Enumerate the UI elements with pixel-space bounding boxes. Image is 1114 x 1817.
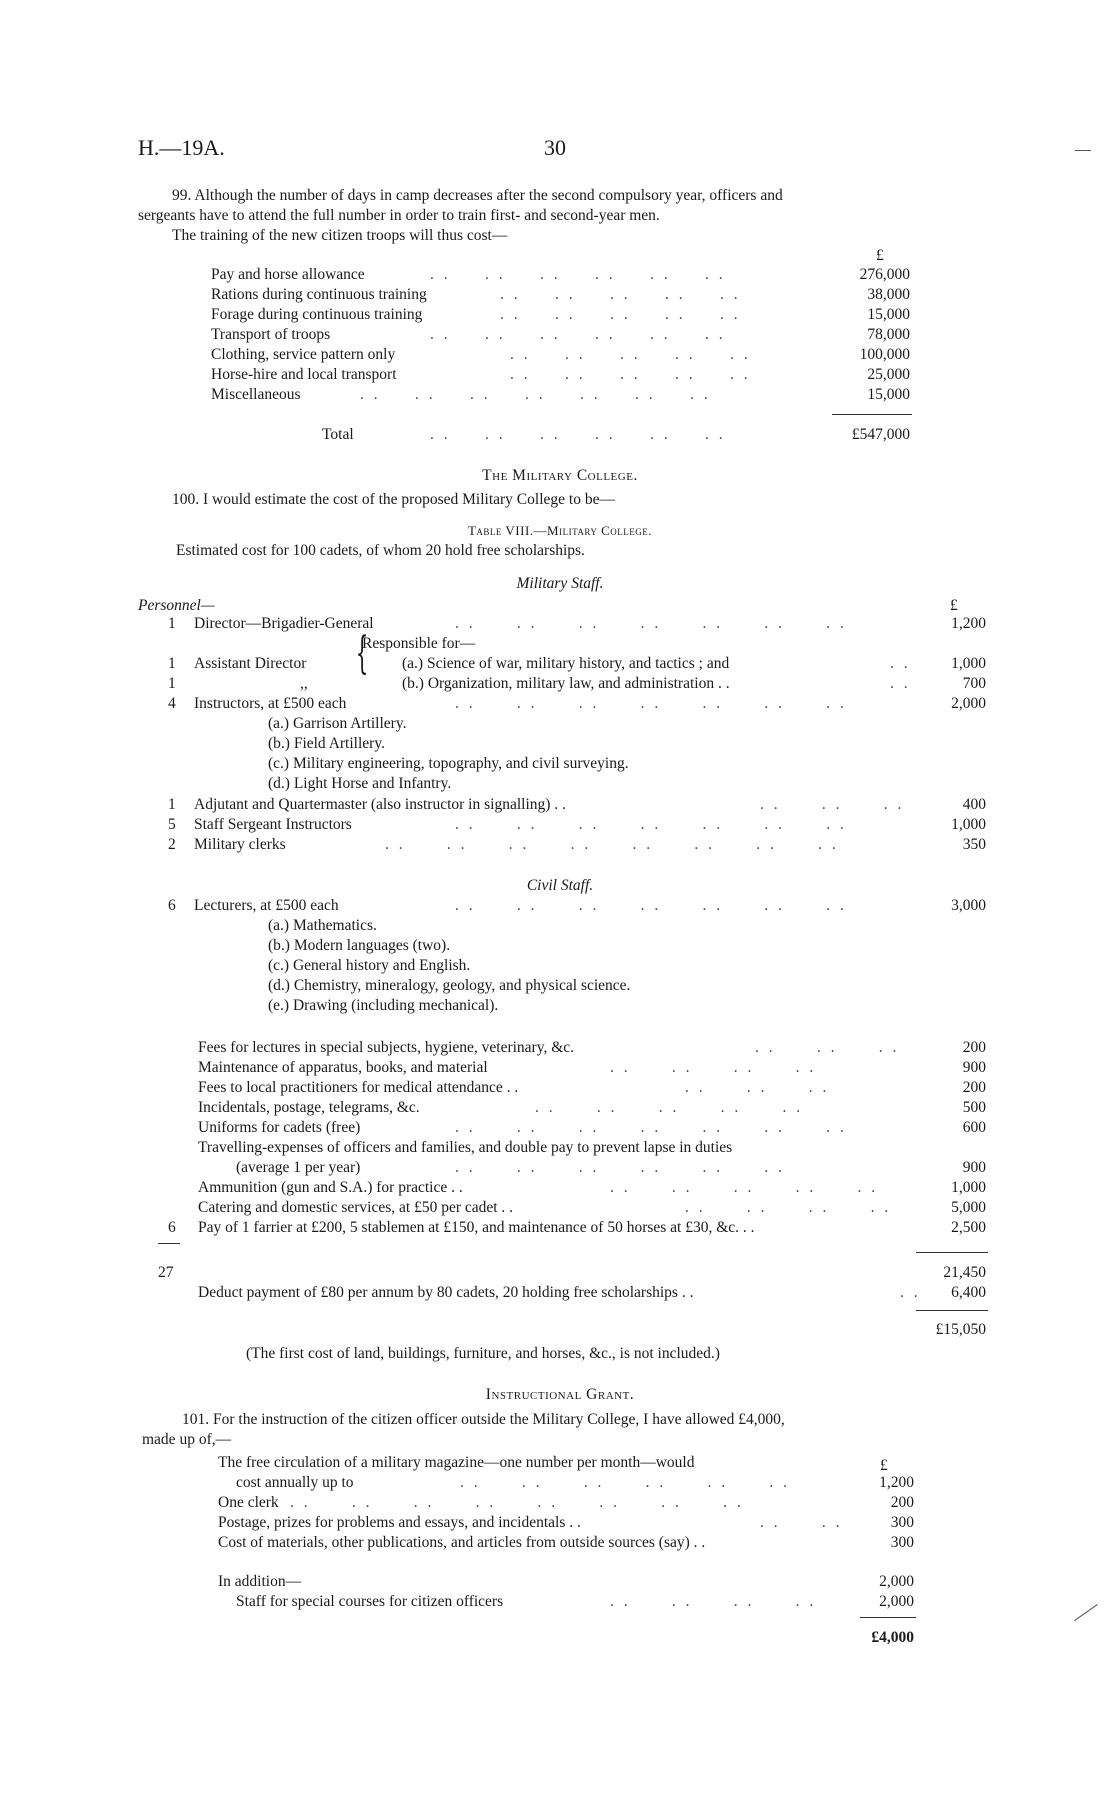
director-label: Director—Brigadier-General bbox=[194, 615, 374, 632]
dot-leader: . . . . . . . . . . bbox=[610, 1179, 879, 1196]
instructors-value: 2,000 bbox=[951, 695, 986, 712]
adjutant-count: 1 bbox=[168, 796, 176, 813]
farrier-value: 2,500 bbox=[951, 1219, 986, 1236]
count-rule bbox=[158, 1243, 180, 1244]
scan-mark bbox=[1074, 1604, 1098, 1621]
sergeants-label: Staff Sergeant Instructors bbox=[194, 816, 352, 833]
college-note: (The first cost of land, buildings, furniture, and horses, &c., is not included.) bbox=[246, 1345, 720, 1362]
expense-value: 200 bbox=[962, 1039, 986, 1056]
dot-leader: . . . . . . . . . . . . . . . . bbox=[385, 836, 839, 853]
asst2-value: 700 bbox=[962, 675, 986, 692]
in-addition-value: 2,000 bbox=[879, 1573, 914, 1590]
brace-left: { bbox=[355, 628, 369, 679]
grant-item-label: One clerk bbox=[218, 1494, 279, 1511]
cost-item-label: Transport of troops bbox=[211, 326, 331, 343]
instructor-subject: (a.) Garrison Artillery. bbox=[268, 715, 407, 732]
instructor-subject: (d.) Light Horse and Infantry. bbox=[268, 775, 452, 792]
grant-total-value: £4,000 bbox=[871, 1629, 914, 1646]
dot-leader: . . . . . . . . . . . . . . bbox=[455, 1119, 847, 1136]
expense-label: Maintenance of apparatus, books, and material bbox=[198, 1059, 488, 1076]
cost-item-label: Rations during continuous training bbox=[211, 286, 427, 303]
grant-item-value: 300 bbox=[890, 1514, 914, 1531]
dot-leader: . . . . . . bbox=[760, 796, 905, 813]
expense-label: Fees for lectures in special subjects, hygiene, veterinary, &c. bbox=[198, 1039, 575, 1056]
responsible-for: Responsible for— bbox=[362, 635, 476, 652]
director-value: 1,200 bbox=[951, 615, 986, 632]
cost-item-label: Pay and horse allowance bbox=[211, 266, 365, 283]
magazine-line-2: cost annually up to bbox=[236, 1474, 354, 1491]
training-cost-currency: £ bbox=[876, 247, 884, 264]
total-rule bbox=[832, 414, 912, 415]
cost-item-label: Forage during continuous training bbox=[211, 306, 423, 323]
cost-item-value: 100,000 bbox=[859, 346, 910, 363]
asst2-label: ,, bbox=[300, 675, 308, 692]
dot-leader: . . . . . . . . . . . . bbox=[455, 1159, 785, 1176]
adjutant-label: Adjutant and Quartermaster (also instructor in signalling) . . bbox=[194, 796, 566, 813]
estimate-line: Estimated cost for 100 cadets, of whom 20 hold free scholarships. bbox=[176, 542, 585, 559]
dot-leader: . . . . . . . . . . . . . . bbox=[360, 386, 711, 403]
director-count: 1 bbox=[168, 615, 176, 632]
dot-leader: . . . . . . . . . . . . . . bbox=[455, 897, 847, 914]
dot-leader: . . . . . . . . . . . . bbox=[460, 1474, 790, 1491]
military-staff-heading: Military Staff. bbox=[516, 575, 604, 592]
dot-leader: . . . . . . . . . . . . . . . . bbox=[290, 1494, 744, 1511]
page-number: 30 bbox=[544, 135, 566, 160]
dot-leader: . . . . . . . . bbox=[610, 1593, 817, 1610]
para-101-line-2: made up of,— bbox=[142, 1431, 232, 1448]
lecturer-subject: (e.) Drawing (including mechanical). bbox=[268, 997, 499, 1014]
travelling-value: 900 bbox=[962, 1159, 986, 1176]
para-99-line-2: sergeants have to attend the full number in order to train first- and second-year men. bbox=[138, 207, 660, 224]
dot-leader: . . . . . . bbox=[755, 1039, 900, 1056]
training-total-label: Total bbox=[322, 426, 354, 443]
civil-staff-heading: Civil Staff. bbox=[526, 877, 594, 894]
staff-courses-label: Staff for special courses for citizen officers bbox=[236, 1593, 504, 1610]
cost-item-value: 276,000 bbox=[859, 266, 910, 283]
sergeants-value: 1,000 bbox=[951, 816, 986, 833]
net-total-rule bbox=[916, 1310, 988, 1311]
instructors-count: 4 bbox=[168, 695, 176, 712]
personnel-total: 27 bbox=[158, 1264, 174, 1281]
grant-item-value: 200 bbox=[890, 1494, 914, 1511]
catering-value: 5,000 bbox=[951, 1199, 986, 1216]
dot-leader: . . bbox=[890, 675, 911, 692]
para-99-line-1: 99. Although the number of days in camp decreases after the second compulsory year, officers and bbox=[172, 187, 783, 204]
lecturers-label: Lecturers, at £500 each bbox=[194, 897, 339, 914]
dot-leader: . . . . . . . . . . bbox=[500, 286, 741, 303]
expense-value: 500 bbox=[962, 1099, 986, 1116]
lecturer-subject: (d.) Chemistry, mineralogy, geology, and physical science. bbox=[268, 977, 631, 994]
instructor-subject: (b.) Field Artillery. bbox=[268, 735, 385, 752]
instructor-subject: (c.) Military engineering, topography, and civil surveying. bbox=[268, 755, 629, 772]
deduct-value: 6,400 bbox=[951, 1284, 986, 1301]
expense-value: 200 bbox=[962, 1079, 986, 1096]
asst2-count: 1 bbox=[168, 675, 176, 692]
lecturer-subject: (a.) Mathematics. bbox=[268, 917, 377, 934]
dot-leader: . . . . . . . . . . . . . . bbox=[455, 615, 847, 632]
cost-item-value: 78,000 bbox=[867, 326, 910, 343]
sergeants-count: 5 bbox=[168, 816, 176, 833]
dot-leader: . . . . . . . . . . bbox=[535, 1099, 804, 1116]
ammunition-label: Ammunition (gun and S.A.) for practice . . bbox=[198, 1179, 463, 1196]
dot-leader: . . bbox=[900, 1284, 921, 1301]
cost-item-value: 25,000 bbox=[867, 366, 910, 383]
grant-total-rule bbox=[860, 1617, 916, 1618]
instructional-grant-heading: Instructional Grant. bbox=[485, 1386, 635, 1403]
ammunition-value: 1,000 bbox=[951, 1179, 986, 1196]
magazine-line-1: The free circulation of a military magazine—one number per month—would bbox=[218, 1454, 695, 1471]
dot-leader: . . . . . . . . . . bbox=[510, 346, 751, 363]
dot-leader: . . . . . . . . . . . . . . bbox=[455, 816, 847, 833]
expense-label: Fees to local practitioners for medical attendance . . bbox=[198, 1079, 519, 1096]
asst1-count: 1 bbox=[168, 655, 176, 672]
in-addition-label: In addition— bbox=[218, 1573, 302, 1590]
military-college-heading: The Military College. bbox=[482, 467, 638, 484]
college-currency: £ bbox=[950, 597, 958, 614]
cost-item-value: 15,000 bbox=[867, 386, 910, 403]
para-101-line-1: 101. For the instruction of the citizen officer outside the Military College, I have allowed £4,000, bbox=[182, 1411, 785, 1428]
asst1-duty: (a.) Science of war, military history, and tactics ; and bbox=[402, 655, 730, 672]
cost-item-label: Miscellaneous bbox=[211, 386, 301, 403]
lecturer-subject: (b.) Modern languages (two). bbox=[268, 937, 451, 954]
cost-item-value: 15,000 bbox=[867, 306, 910, 323]
subtotal-rule bbox=[916, 1252, 988, 1253]
dot-leader: . . . . . . . . . . . . . . bbox=[455, 695, 847, 712]
training-total-value: £547,000 bbox=[851, 426, 910, 443]
table-title: Table VIII.—Military College. bbox=[467, 523, 653, 538]
lecturer-subject: (c.) General history and English. bbox=[268, 957, 471, 974]
cost-item-label: Clothing, service pattern only bbox=[211, 346, 396, 363]
asst2-duty: (b.) Organization, military law, and administration . . bbox=[402, 675, 730, 692]
grant-item-value: 300 bbox=[890, 1534, 914, 1551]
subtotal-value: 21,450 bbox=[943, 1264, 986, 1281]
grant-item-label: Cost of materials, other publications, and articles from outside sources (say) . . bbox=[218, 1534, 706, 1551]
asst1-label: Assistant Director bbox=[194, 655, 307, 672]
deduct-label: Deduct payment of £80 per annum by 80 cadets, 20 holding free scholarships . . bbox=[198, 1284, 694, 1301]
dot-leader: . . . . . . . . . . bbox=[500, 306, 741, 323]
dot-leader: . . . . . . . . . . . . bbox=[430, 426, 726, 443]
travelling-line-1: Travelling-expenses of officers and families, and double pay to prevent lapse in duties bbox=[198, 1139, 733, 1156]
clerks-count: 2 bbox=[168, 836, 176, 853]
scan-mark bbox=[1075, 150, 1091, 151]
cost-item-label: Horse-hire and local transport bbox=[211, 366, 397, 383]
grant-item-label: Postage, prizes for problems and essays, and incidentals . . bbox=[218, 1514, 581, 1531]
lecturers-value: 3,000 bbox=[951, 897, 986, 914]
farrier-count: 6 bbox=[168, 1219, 176, 1236]
asst1-value: 1,000 bbox=[951, 655, 986, 672]
catering-label: Catering and domestic services, at £50 per cadet . . bbox=[198, 1199, 514, 1216]
para-100: 100. I would estimate the cost of the proposed Military College to be— bbox=[172, 491, 615, 508]
dot-leader: . . . . . . . . bbox=[685, 1199, 892, 1216]
dot-leader: . . . . . . . . bbox=[610, 1059, 817, 1076]
lecturers-count: 6 bbox=[168, 897, 176, 914]
clerks-label: Military clerks bbox=[194, 836, 286, 853]
grant-currency: £ bbox=[880, 1457, 888, 1474]
dot-leader: . . . . . . bbox=[685, 1079, 830, 1096]
dot-leader: . . . . . . . . . . bbox=[510, 366, 751, 383]
para-99-line-3: The training of the new citizen troops will thus cost— bbox=[172, 227, 508, 244]
travelling-line-2: (average 1 per year) bbox=[236, 1159, 361, 1176]
personnel-label: Personnel— bbox=[138, 597, 215, 614]
expense-label: Uniforms for cadets (free) bbox=[198, 1119, 361, 1136]
dot-leader: . . bbox=[890, 655, 911, 672]
staff-courses-value: 2,000 bbox=[879, 1593, 914, 1610]
dot-leader: . . . . bbox=[760, 1514, 843, 1531]
clerks-value: 350 bbox=[962, 836, 986, 853]
dot-leader: . . . . . . . . . . . . bbox=[430, 266, 726, 283]
instructors-label: Instructors, at £500 each bbox=[194, 695, 347, 712]
expense-value: 900 bbox=[962, 1059, 986, 1076]
adjutant-value: 400 bbox=[962, 796, 986, 813]
magazine-value: 1,200 bbox=[879, 1474, 914, 1491]
cost-item-value: 38,000 bbox=[867, 286, 910, 303]
net-total-value: £15,050 bbox=[935, 1321, 986, 1338]
document-reference: H.—19A. bbox=[138, 135, 225, 160]
expense-value: 600 bbox=[962, 1119, 986, 1136]
farrier-label: Pay of 1 farrier at £200, 5 stablemen at £150, and maintenance of 50 horses at £30, &c. . . bbox=[198, 1219, 755, 1236]
expense-label: Incidentals, postage, telegrams, &c. bbox=[198, 1099, 420, 1116]
dot-leader: . . . . . . . . . . . . bbox=[430, 326, 726, 343]
